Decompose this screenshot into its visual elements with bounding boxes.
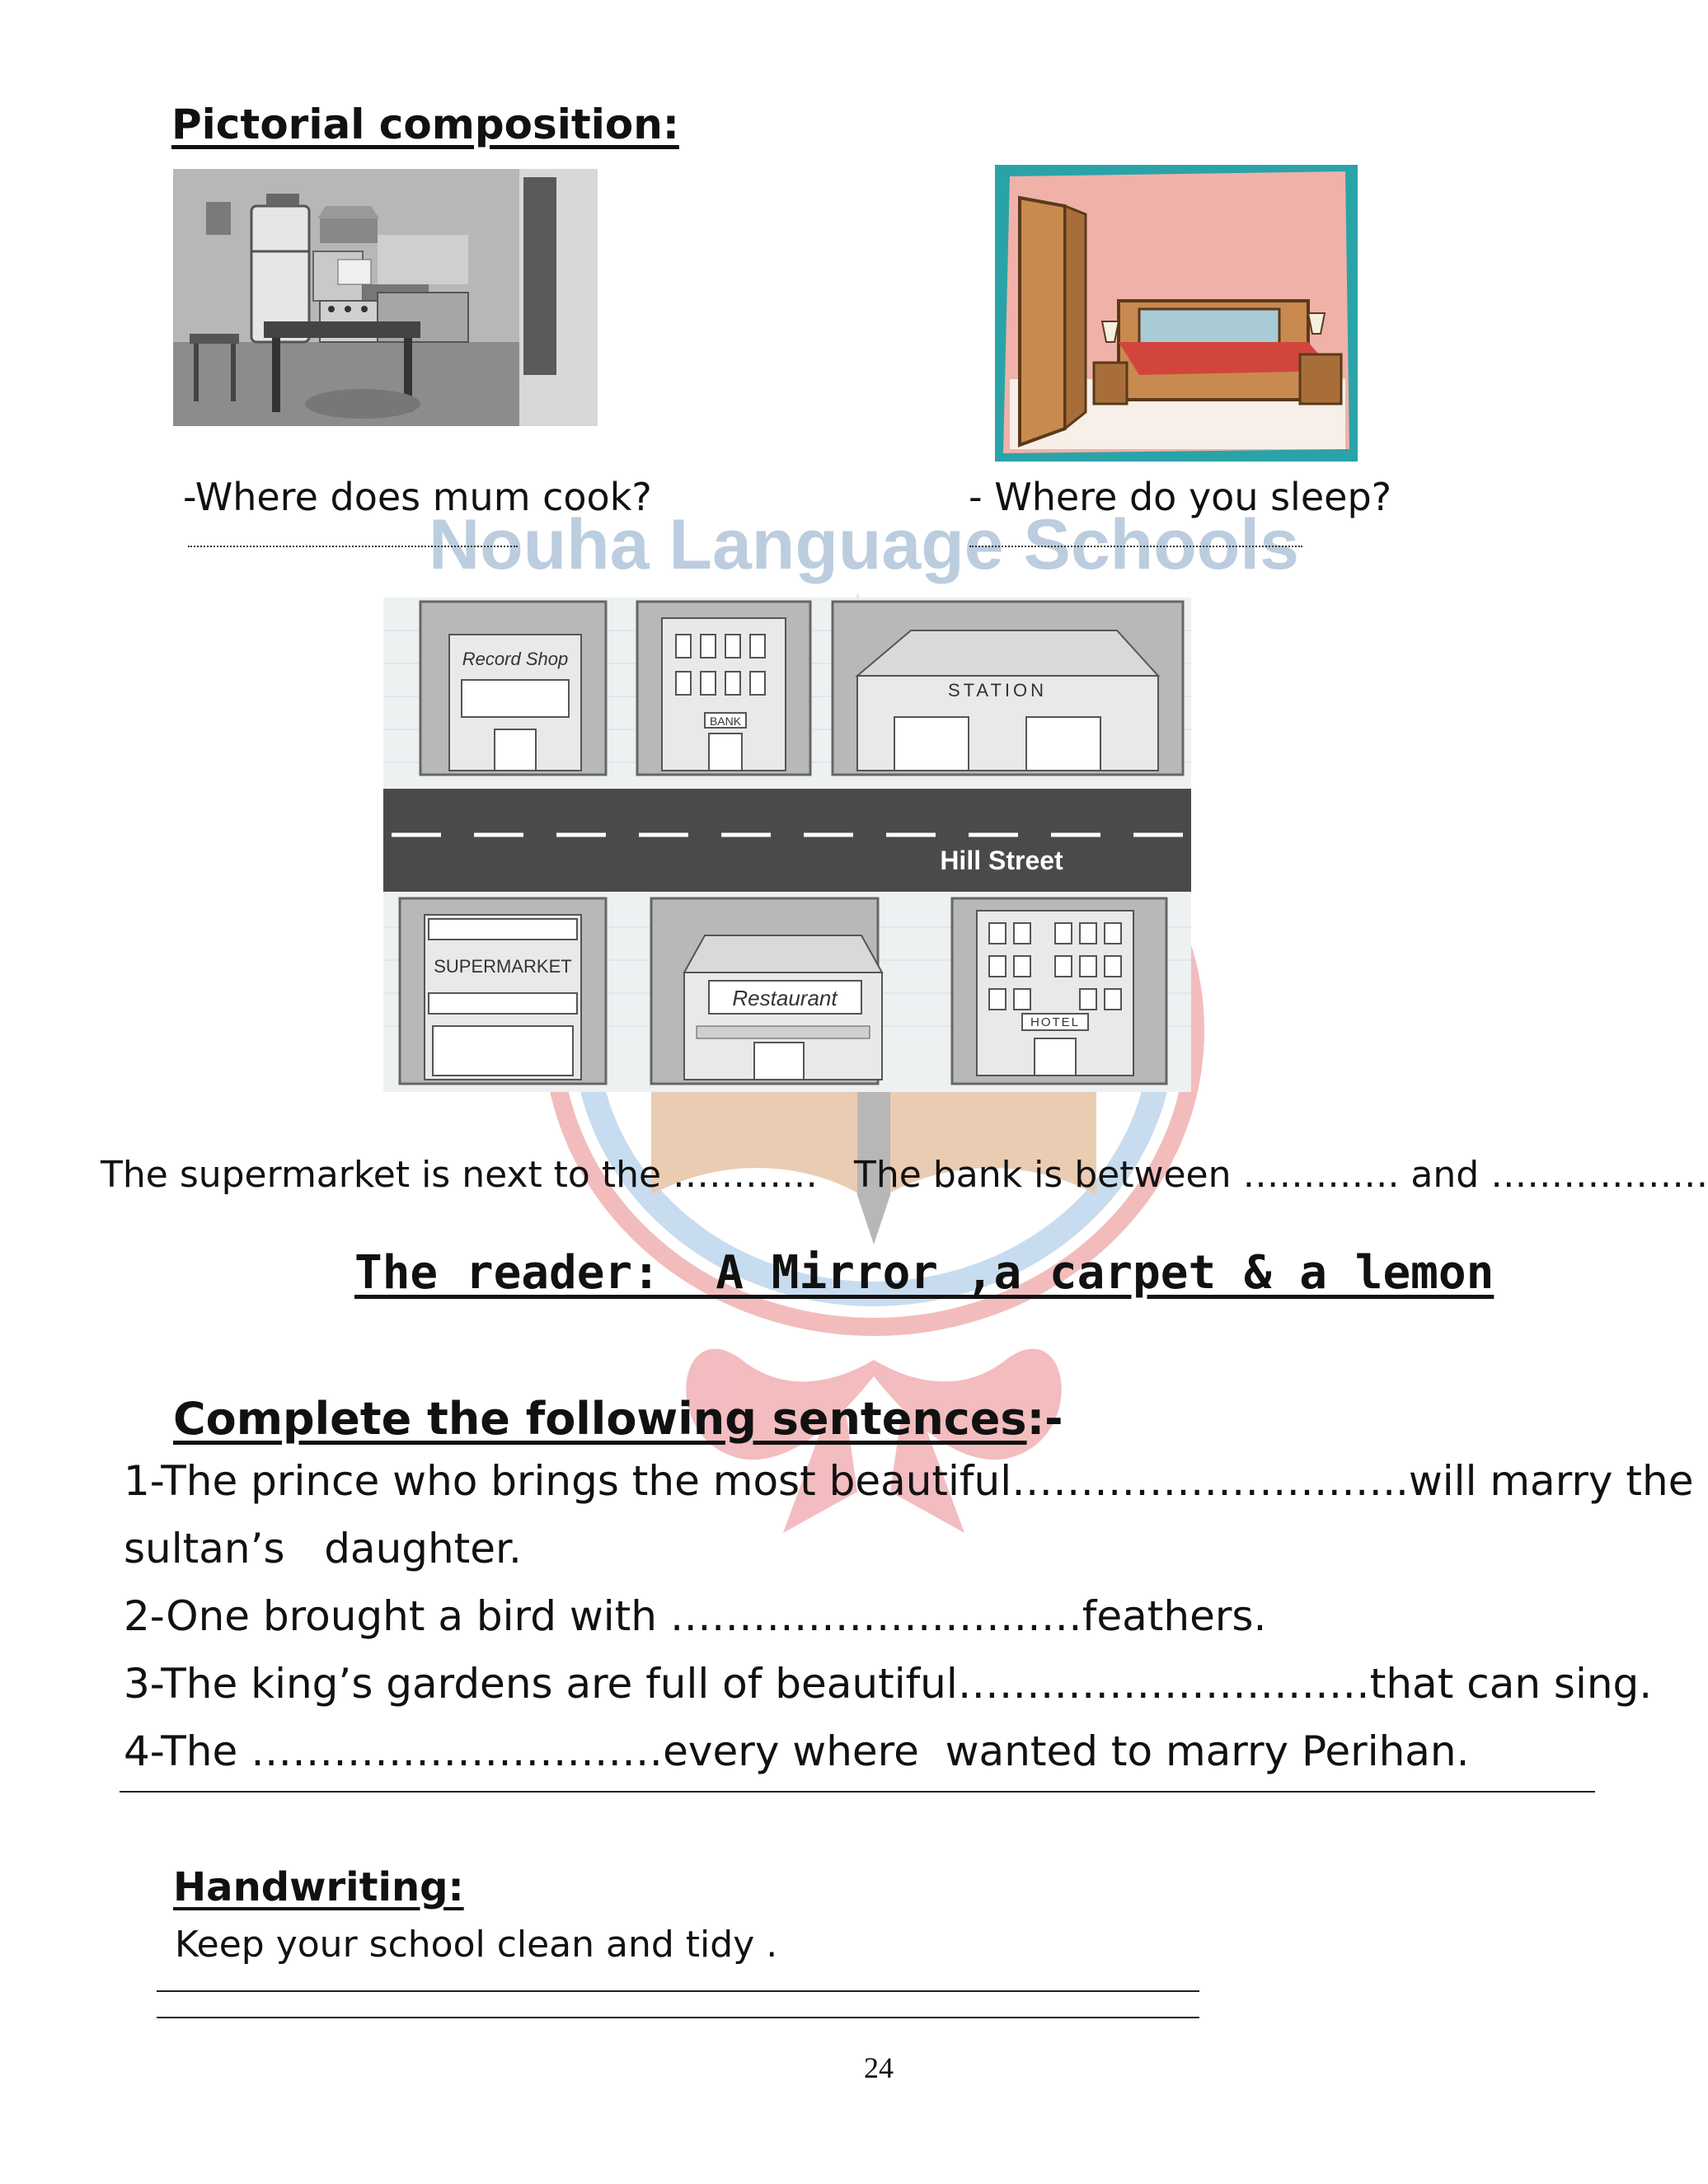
pictorial-heading: Pictorial composition: [171,101,679,148]
supermarket-sentence: The supermarket is next to the ………… [101,1154,819,1196]
handwriting-line-1[interactable] [157,1990,1199,1992]
hill-street-road [383,789,1191,892]
restaurant-sign: Restaurant [732,986,838,1010]
section-divider [120,1791,1595,1793]
sentence-line-3: 2-One brought a bird with …………………………feathers. [124,1592,1267,1640]
bank-sentence: The bank is between …………. and ……………… [854,1154,1708,1196]
complete-heading-group [173,1393,1063,1445]
kitchen-question: -Where does mum cook? [183,475,652,519]
watermark-text: Nouha Language Schools [429,505,1299,584]
handwriting-line-2[interactable] [157,2017,1199,2018]
handwriting-heading: Handwriting: [173,1864,464,1910]
page-number: 24 [864,2051,894,2084]
complete-heading-suffix: :- [1026,1393,1063,1445]
kitchen-image [173,169,598,426]
sentence-line-2: sultan’s daughter. [124,1525,522,1572]
street-name-label: Hill Street [940,846,1063,875]
street-map-image [383,598,1191,1092]
complete-heading: Complete the following sentences [173,1393,1027,1445]
record-shop-sign: Record Shop [462,649,569,669]
sentence-line-4: 3-The king’s gardens are full of beautiful…………………………that can sing. [124,1660,1653,1708]
supermarket-sign: SUPERMARKET [434,956,572,977]
sentence-line-1: 1-The prince who brings the most beautiful………………………..will marry the [124,1457,1694,1505]
bank-sign: BANK [709,715,742,728]
bedroom-answer-line[interactable] [969,546,1302,547]
handwriting-sentence: Keep your school clean and tidy . [175,1924,778,1966]
bedroom-image [995,165,1358,462]
kitchen-answer-line[interactable] [188,546,518,547]
station-sign: STATION [947,680,1048,701]
bedroom-question: - Where do you sleep? [969,475,1392,519]
hotel-sign: HOTEL [1030,1015,1081,1029]
reader-title: The reader: A Mirror ,a carpet & a lemon [354,1246,1494,1300]
sentence-line-5: 4-The …………………………every where wanted to marry Perihan. [124,1727,1470,1775]
